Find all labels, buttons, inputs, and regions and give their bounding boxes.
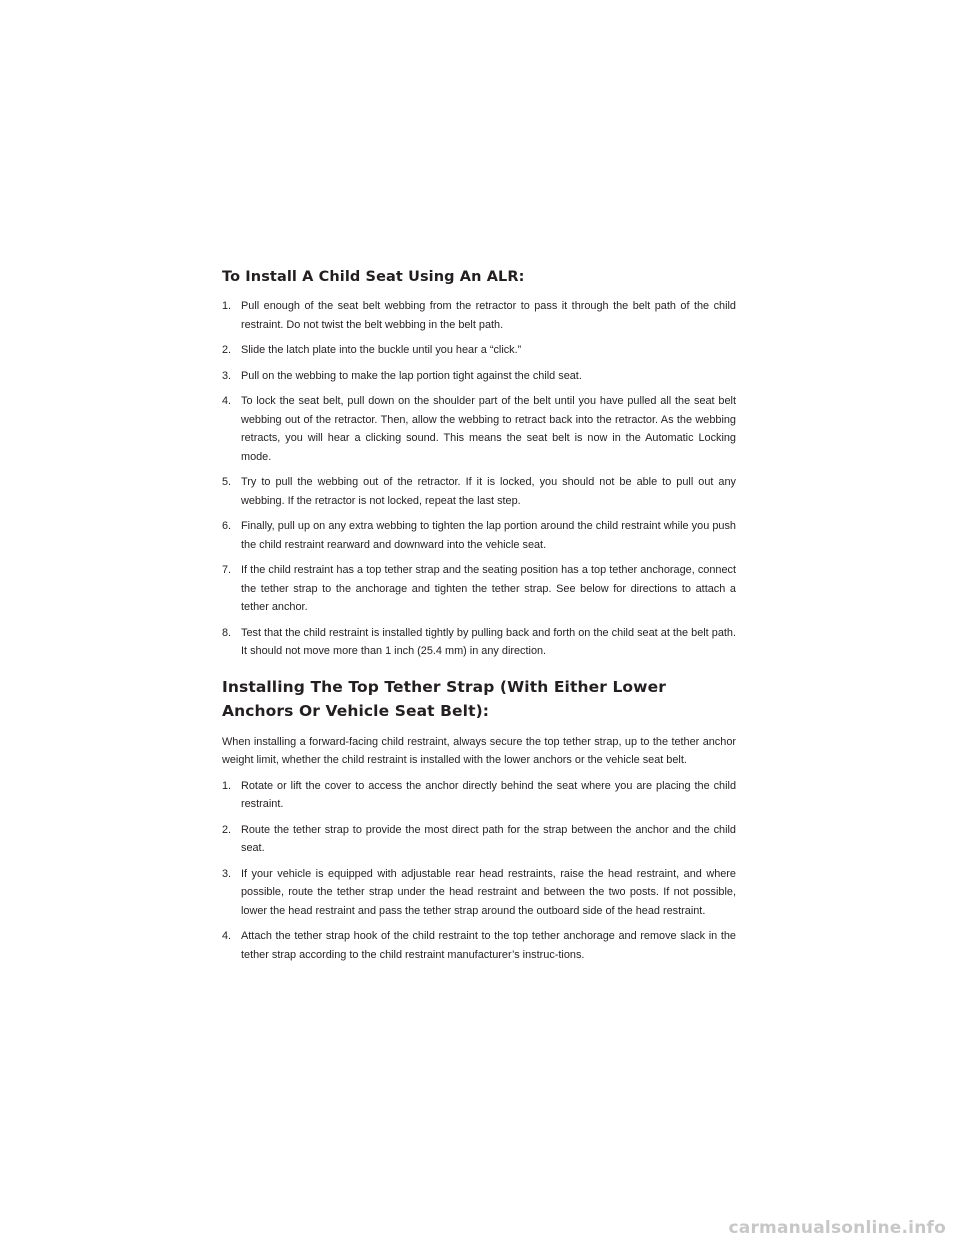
step-text: If your vehicle is equipped with adjustable rear head restraints, raise the head restraint, and where possible, route the tether strap under the head restraint and between the two posts. If not possible, lower the head restraint and pass the tether strap around the outboard side of the head restraint. bbox=[241, 867, 736, 917]
step-text: Finally, pull up on any extra webbing to tighten the lap portion around the child restraint while you push the child restraint rearward and downward into the vehicle seat. bbox=[241, 520, 736, 551]
step-text: Attach the tether strap hook of the child restraint to the top tether anchorage and remove slack in the tether strap according to the child restraint manufacturer’s instruc-tions. bbox=[241, 930, 736, 961]
step-number: 6. bbox=[222, 520, 232, 532]
step-number: 1. bbox=[222, 300, 232, 312]
step-number: 4. bbox=[222, 395, 232, 407]
step-number: 5. bbox=[222, 476, 232, 488]
tether-steps-list bbox=[222, 777, 736, 965]
list-item bbox=[222, 367, 736, 386]
step-text: Route the tether strap to provide the most direct path for the strap between the anchor and the child seat. bbox=[241, 823, 736, 854]
list-item bbox=[222, 341, 736, 360]
watermark: carmanualsonline.info bbox=[728, 1218, 946, 1238]
list-item bbox=[222, 517, 736, 554]
step-number: 3. bbox=[222, 867, 232, 880]
step-text: Slide the latch plate into the buckle until you hear a “click.” bbox=[241, 344, 522, 356]
list-item bbox=[222, 777, 736, 814]
step-number: 7. bbox=[222, 564, 232, 576]
step-text: Test that the child restraint is installed tightly by pulling back and forth on the child seat at the belt path. It should not move more than 1 inch (25.4 mm) in any direction. bbox=[241, 626, 736, 657]
step-number: 4. bbox=[222, 930, 232, 942]
list-item bbox=[222, 624, 736, 661]
list-item bbox=[222, 297, 736, 334]
tether-heading: Installing The Top Tether Strap (With Either Lower Anchors Or Vehicle Seat Belt): bbox=[222, 677, 666, 720]
list-item bbox=[222, 473, 736, 510]
alr-heading: To Install A Child Seat Using An ALR: bbox=[222, 269, 525, 285]
list-item bbox=[222, 392, 736, 466]
step-text: Pull enough of the seat belt webbing from the retractor to pass it through the belt path of the child restraint. Do not twist the belt webbing in the belt path. bbox=[241, 300, 736, 331]
list-item bbox=[222, 821, 736, 858]
list-item bbox=[222, 561, 736, 617]
step-text: If the child restraint has a top tether strap and the seating position has a top tether anchorage, connect the tether strap to the anchorage and tighten the tether strap. See below for directions to attach a tether anchor. bbox=[241, 564, 736, 613]
step-number: 1. bbox=[222, 779, 232, 792]
step-number: 8. bbox=[222, 626, 232, 639]
step-text: Try to pull the webbing out of the retractor. If it is locked, you should not be able to pull out any webbing. If the retractor is not locked, repeat the last step. bbox=[241, 476, 736, 507]
step-text: Rotate or lift the cover to access the anchor directly behind the seat where you are placing the child restraint. bbox=[241, 779, 736, 810]
step-number: 2. bbox=[222, 823, 232, 836]
list-item bbox=[222, 927, 736, 964]
tether-intro: When installing a forward-facing child restraint, always secure the top tether strap, up to the tether anchor weight limit, whether the child restraint is installed with the lower anchors or the vehicle seat belt. bbox=[222, 735, 736, 766]
step-text: Pull on the webbing to make the lap portion tight against the child seat. bbox=[241, 369, 582, 382]
alr-steps-list bbox=[222, 297, 736, 661]
step-number: 2. bbox=[222, 344, 232, 356]
step-number: 3. bbox=[222, 369, 232, 382]
list-item bbox=[222, 865, 736, 921]
page-content bbox=[222, 266, 736, 971]
step-text: To lock the seat belt, pull down on the shoulder part of the belt until you have pulled all the seat belt webbing out of the retractor. Then, allow the webbing to retract back into the retractor. As the webbing retracts, you will hear a clicking sound. This means the seat belt is now in the Automatic Locking mode. bbox=[241, 395, 736, 463]
